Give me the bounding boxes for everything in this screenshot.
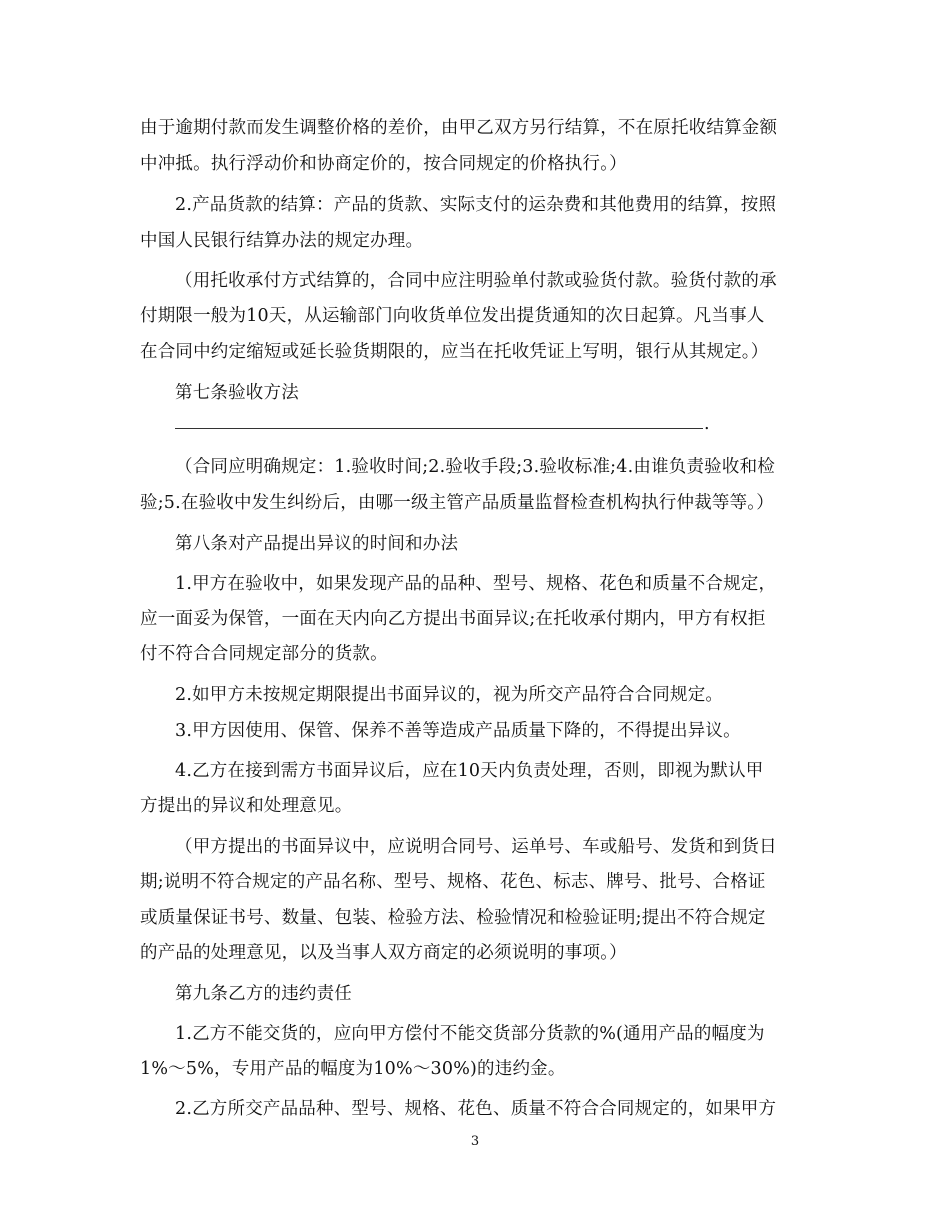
paragraph-line: 1%～5%，专用产品的幅度为10%～30%)的违约金。 <box>140 1059 566 1079</box>
paragraph-line: 由于逾期付款而发生调整价格的差价，由甲乙双方另行结算，不在原托收结算金额 <box>140 118 778 138</box>
paragraph-line: 方提出的异议和处理意见。 <box>140 796 353 816</box>
paragraph-line: 4.乙方在接到需方书面异议后，应在10天内负责处理，否则，即视为默认甲 <box>175 761 764 781</box>
paragraph-line: 验;5.在验收中发生纠纷后，由哪一级主管产品质量监督检查机构执行仲裁等等。） <box>140 493 774 513</box>
section-heading: 第八条对产品提出异议的时间和办法 <box>175 534 459 554</box>
paragraph-line: 2.如甲方未按规定期限提出书面异议的，视为所交产品符合合同规定。 <box>175 685 724 705</box>
section-heading: 第七条验收方法 <box>175 383 299 403</box>
paragraph-line: （合同应明确规定：1.验收时间;2.验收手段;3.验收标准;4.由谁负责验收和检 <box>175 457 775 477</box>
paragraph-line: 期;说明不符合规定的产品名称、型号、规格、花色、标志、牌号、批号、合格证 <box>140 872 766 892</box>
paragraph-line: 2.乙方所交产品品种、型号、规格、花色、质量不符合合同规定的，如果甲方 <box>175 1099 777 1119</box>
paragraph-line: 中冲抵。执行浮动价和协商定价的，按合同规定的价格执行。） <box>140 154 627 174</box>
paragraph-line: （用托收承付方式结算的，合同中应注明验单付款或验货付款。验货付款的承 <box>175 271 777 291</box>
paragraph-line: 3.甲方因使用、保管、保养不善等造成产品质量下降的，不得提出异议。 <box>175 721 741 741</box>
paragraph-line: 或质量保证书号、数量、包装、检验方法、检验情况和检验证明;提出不符合规定 <box>140 908 766 928</box>
paragraph-line: （甲方提出的书面异议中，应说明合同号、运单号、车或船号、发货和到货日 <box>175 837 777 857</box>
page-number: 3 <box>470 1134 480 1149</box>
paragraph-line: 2.产品货款的结算：产品的货款、实际支付的运杂费和其他费用的结算，按照 <box>175 195 777 215</box>
paragraph-line: 1.甲方在验收中，如果发现产品的品种、型号、规格、花色和质量不合规定， <box>175 574 777 594</box>
fill-in-blank-line <box>175 428 703 429</box>
paragraph-line: 付不符合合同规定部分的货款。 <box>140 644 388 664</box>
paragraph-line: 中国人民银行结算办法的规定办理。 <box>140 231 424 251</box>
paragraph-line: 1.乙方不能交货的，应向甲方偿付不能交货部分货款的%(通用产品的幅度为 <box>175 1024 765 1044</box>
paragraph-line: 的产品的处理意见，以及当事人双方商定的必须说明的事项。） <box>140 943 627 963</box>
blank-period: . <box>704 414 710 434</box>
paragraph-line: 在合同中约定缩短或延长验货期限的，应当在托收凭证上写明，银行从其规定。） <box>140 342 769 362</box>
section-heading: 第九条乙方的违约责任 <box>175 984 352 1004</box>
paragraph-line: 付期限一般为10天，从运输部门向收货单位发出提货通知的次日起算。凡当事人 <box>140 306 765 326</box>
paragraph-line: 应一面妥为保管，一面在天内向乙方提出书面异议;在托收承付期内，甲方有权拒 <box>140 609 766 629</box>
